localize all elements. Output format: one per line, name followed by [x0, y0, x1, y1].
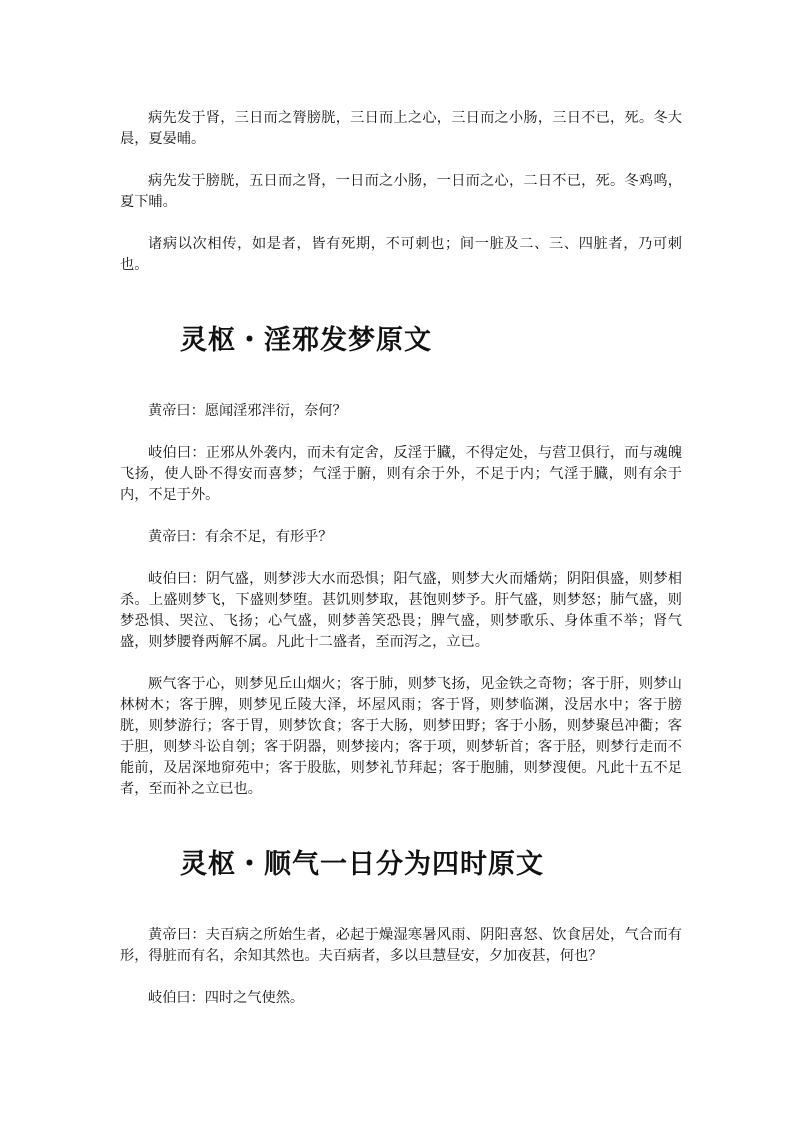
- paragraph-huangdi-question-3: 黄帝曰：夫百病之所始生者，必起于燥湿寒暑风雨、阴阳喜怒、饮食居处，气合而有形，得脏而有名，余知其然也。夫百病者，多以旦慧昼安，夕加夜甚，何也？: [120, 927, 682, 964]
- paragraph-disease-transmission: 诸病以次相传，如是者，皆有死期，不可刺也；间一脏及二、三、四脏者，乃可刺也。: [120, 236, 682, 273]
- section-heading-four-seasons: 灵枢・顺气一日分为四时原文: [180, 849, 544, 880]
- document-page: [120, 108, 682, 1009]
- paragraph-qibo-answer-1: 岐伯曰：正邪从外袭内，而未有定舍，反淫于臓，不得定处，与营卫俱行，而与魂魄飞扬，使人卧不得安而喜梦；气淫于腑，则有余于外，不足于内；气淫于臓，则有余于内，不足于外。: [120, 445, 682, 503]
- paragraph-kidney-disease: 病先发于肾，三日而之膂膀胱，三日而上之心，三日而之小肠，三日不已，死。冬大晨，夏晏晡。: [120, 110, 682, 147]
- paragraph-jueqi-dreams: 厥气客于心，则梦见丘山烟火；客于肺，则梦飞扬，见金铁之奇物；客于肝，则梦山林树木；客于脾，则梦见丘陵大泽，坏屋风雨；客于肾，则梦临渊，没居水中；客于膀胱，则梦游行；客于胃，则梦饮食；客于大肠，则梦田野；客于小肠，则梦聚邑冲衢；客于胆，则梦斗讼自刳；客于阴器，则梦接内；客于项，则梦斩首；客于胫，则梦行走而不能前，及居深地窌苑中；客于股肱，则梦礼节拜起；客于胞脯，则梦溲便。凡此十五不足者，至而补之立已也。: [120, 676, 682, 797]
- paragraph-bladder-disease: 病先发于膀胱，五日而之肾，一日而之小肠，一日而之心，二日不已，死。冬鸡鸣，夏下晡。: [120, 173, 682, 210]
- paragraph-huangdi-question-2: 黄帝曰：有余不足，有形乎？: [148, 529, 333, 545]
- paragraph-qibo-answer-3: 岐伯曰：四时之气使然。: [148, 990, 305, 1006]
- section-heading-dreams: 灵枢・淫邪发梦原文: [180, 325, 432, 356]
- paragraph-huangdi-question-1: 黄帝曰：愿闻淫邪泮衍，奈何？: [148, 403, 347, 419]
- paragraph-qibo-answer-2: 岐伯曰：阴气盛，则梦涉大水而恐惧；阳气盛，则梦大火而燔焫；阴阳俱盛，则梦相杀。上盛则梦飞，下盛则梦堕。甚饥则梦取，甚饱则梦予。肝气盛，则梦怒；肺气盛，则梦恐惧、哭泣、飞扬；心气盛，则梦善笑恐畏；脾气盛，则梦歌乐、身体重不举；肾气盛，则梦腰脊两解不属。凡此十二盛者，至而泻之，立已。: [120, 571, 682, 650]
